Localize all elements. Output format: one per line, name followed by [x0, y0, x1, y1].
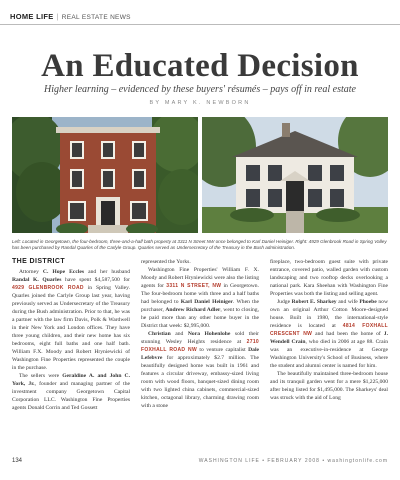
text: and wife	[336, 299, 360, 305]
person-name: C. Hope Eccles	[42, 269, 85, 275]
article-byline: BY MARY K. NEWBORN	[149, 100, 251, 106]
article-body	[12, 258, 388, 452]
person-name: Robert E. Sharkey	[291, 299, 337, 305]
property-address: 4929 GLENBROOK ROAD	[12, 285, 84, 291]
person-name: Karl Daniel Heiniger	[180, 299, 233, 305]
property-address: 2710 FOXHALL ROAD NW	[141, 339, 259, 353]
text: and	[170, 331, 188, 337]
text: The sellers were	[19, 373, 63, 379]
photo-caption: Left: Located in Georgetown, the four-bedroom, three-and-a-half bath property at 3311 N Street NW once belonged to Karl Daniel Heiniger. Right: 4929 Glenbrook Road in Spring Valley has been purchased by Randal Quarles of the Carlyle Group. Quarles served as Undersecretary of the Treasury in the Bush administration.	[12, 239, 387, 250]
person-name: Christian	[148, 331, 171, 337]
section-header	[0, 10, 400, 24]
text: , went to closing, he paid more than any other home buyer in the District that week: $2,995,000.	[141, 307, 259, 329]
text: , who died in 2006 at age 88. Crain was an executive-in-residence at George Washington University's School of Business, where the student and alumni center is named for him.	[270, 339, 389, 369]
section-heading: THE DISTRICT	[12, 258, 66, 265]
text: in Spring Valley. Quarles joined the Carlyle Group last year, having previously served as Undersecretary of the Treasury during the Bush administration. Prior to that, he was a partner with the law firm Davis, Polk & Wardwell in their New York and London offices. They have three young children, and their new home has six bedrooms, eight full baths and one half bath. William F.X. Moody and Robert Hryniewicki of Washington Fine Properties represented the couple in the purchase.	[12, 285, 130, 371]
property-address: 3311 N STREET, NW	[166, 283, 222, 289]
paragraph: fireplace, two-bedroom guest suite with private entrance, covered patio, walled garden with custom landscaping and two rooftop decks overlooking a national park. Kara Sheehan with Washington Fine Properties was both the listing and selling agent.	[270, 259, 388, 297]
person-name: Geraldine A. and John C. York, Jr.	[12, 373, 130, 387]
paragraph: The beautifully maintained three-bedroom house and its tranquil garden went for a mere $1,225,000 after being listed for $1,495,000. The Sharkeys' deal was struck with the aid of Long	[270, 371, 388, 401]
text: have spent $4,587,500 for	[61, 277, 130, 283]
publication-info: WASHINGTON LIFE • FEBRUARY 2008 • washingtonlife.com	[198, 458, 388, 464]
paragraph	[270, 298, 388, 370]
text: and her husband	[84, 269, 130, 275]
person-name: Nora Hohenlohe	[187, 331, 231, 337]
text: to venture capitalist	[196, 347, 249, 353]
person-name: J. Wendell Crain	[270, 331, 388, 345]
paragraph: represented the Yorks.	[141, 259, 191, 265]
photo-spring-valley-house	[202, 117, 388, 233]
text: for approximately $2.7 million. The beautifully designed home was built in 1961 and features a circular driveway, embassy-sized living room with wood floors, banquet-sized dining room with two lighted china cabinets, commercial-sized kitchen, octagonal library, charming drawing room with a stone	[141, 355, 259, 409]
body-column-1	[12, 258, 130, 412]
text: Judge	[277, 299, 292, 305]
section-separator: |	[56, 12, 59, 21]
text: . When the purchaser,	[141, 299, 259, 313]
text: in Georgetown. The four-bedroom home with three and a half baths had belonged to	[141, 283, 259, 305]
header-divider	[0, 24, 400, 25]
page-number: 134	[12, 458, 23, 464]
body-column-3	[270, 258, 388, 402]
text: Washington Fine Properties' William F. X. Moody and Robert Hryniewicki were also the listing agents for	[141, 267, 259, 289]
section-name: HOME LIFE	[10, 12, 54, 21]
house-photo-right	[202, 117, 388, 233]
text: sold their stunning Wesley Heights residence at	[141, 331, 260, 345]
property-address: 4814 FOXHALL CRESCENT NW	[270, 323, 388, 337]
paragraph	[12, 268, 130, 372]
paragraph	[141, 266, 259, 330]
section-label	[10, 12, 131, 21]
body-column-2	[141, 258, 259, 410]
article-title: An Educated Decision	[41, 48, 359, 84]
paragraph	[12, 372, 130, 412]
photo-georgetown-house	[12, 117, 198, 233]
person-name: Dale Lefebvre	[141, 347, 259, 361]
page-footer	[0, 458, 400, 472]
paragraph	[141, 330, 259, 410]
section-subname: REAL ESTATE NEWS	[61, 14, 131, 21]
person-name: Andrew Richard Adler	[165, 307, 221, 313]
person-name: Randal K. Quarles	[12, 277, 62, 283]
article-deck: Higher learning – evidenced by these buyers' résumés – pays off in real estate	[44, 84, 356, 95]
text: Attorney	[19, 269, 43, 275]
text: and had been the home of	[312, 331, 384, 337]
text: , founder and managing partner of the investment company Georgetown Capital Corporation LLC. Washington Fine Properties agents Donald Corrin and Ted Gossett	[12, 381, 130, 411]
text: now own an original Arthur Cotton Moore-designed house. Built in 1980, the international-style residence is located at	[270, 299, 388, 329]
person-name: Phoebe	[359, 299, 377, 305]
house-photo-left	[12, 117, 198, 233]
